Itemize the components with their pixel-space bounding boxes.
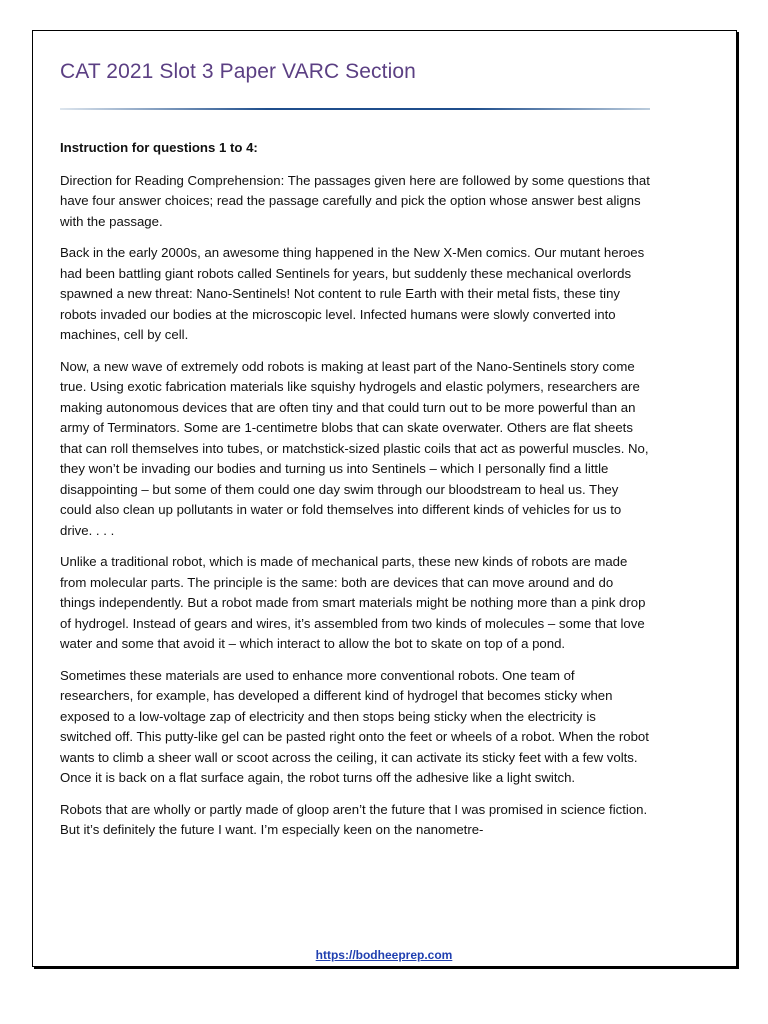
paragraph-conventional-robots: Sometimes these materials are used to enhance more conventional robots. One team of researchers, for example, has developed a different kind of hydrogel that becomes sticky when exposed to a low-voltage zap of electricity and then stops being sticky when the electricity is switched off. This putty-like gel can be pasted right onto the feet or wheels of a robot. When the robot wants to climb a sheer wall or scoot across the ceiling, it can activate its sticky feet with a few volts. Once it is back on a flat surface again, the robot turns off the adhesive like a light switch. xyxy=(60,667,649,785)
title-underline-divider xyxy=(60,108,650,110)
paragraph-gloop-future: Robots that are wholly or partly made of gloop aren’t the future that I was promised in science fiction. But it’s definitely the future I want. I’m especially keen on the nanometre- xyxy=(60,801,648,837)
instruction-heading: Instruction for questions 1 to 4: xyxy=(60,140,258,155)
paragraph-molecular-parts: Unlike a traditional robot, which is made of mechanical parts, these new kinds of robots are made from molecular parts. The principle is the same: both are devices that can move around and do things independently. But a robot made from smart materials might be nothing more than a pink drop of hydrogel. Instead of gears and wires, it’s assembled from two kinds of molecules – some that love water and some that avoid it – which interact to allow the bot to skate on top of a pond. xyxy=(60,554,646,651)
paragraph-xmen: Back in the early 2000s, an awesome thing happened in the New X-Men comics. Our mutant heroes had been battling giant robots called Sentinels for years, but suddenly these mechanical overlords spawned a new threat: Nano-Sentinels! Not content to rule Earth with their metal fists, these tiny robots invaded our bodies at the microscopic level. Infected humans were slowly converted into machines, cell by cell. xyxy=(60,245,645,342)
footer-website-link[interactable]: https://bodheeprep.com xyxy=(315,948,453,962)
document-title: CAT 2021 Slot 3 Paper VARC Section xyxy=(60,60,416,83)
paragraph-directions: Direction for Reading Comprehension: The passages given here are followed by some questions that have four answer choices; read the passage carefully and pick the option whose answer best aligns with the passage. xyxy=(60,172,650,229)
paragraph-new-wave: Now, a new wave of extremely odd robots is making at least part of the Nano-Sentinels story come true. Using exotic fabrication materials like squishy hydrogels and elastic polymers, researchers are making autonomous devices that are often tiny and that could turn out to be more powerful than an army of Terminators. Some are 1-centimetre blobs that can skate overwater. Others are flat sheets that can roll themselves into tubes, or matchstick-sized plastic coils that act as powerful muscles. No, they won’t be invading our bodies and turning us into Sentinels – which I personally find a little disappointing – but some of them could one day swim through our bloodstream to heal us. They could also clean up pollutants in water or fold themselves into different kinds of vehicles for us to drive. . . . xyxy=(60,358,649,538)
document-body xyxy=(60,138,650,852)
